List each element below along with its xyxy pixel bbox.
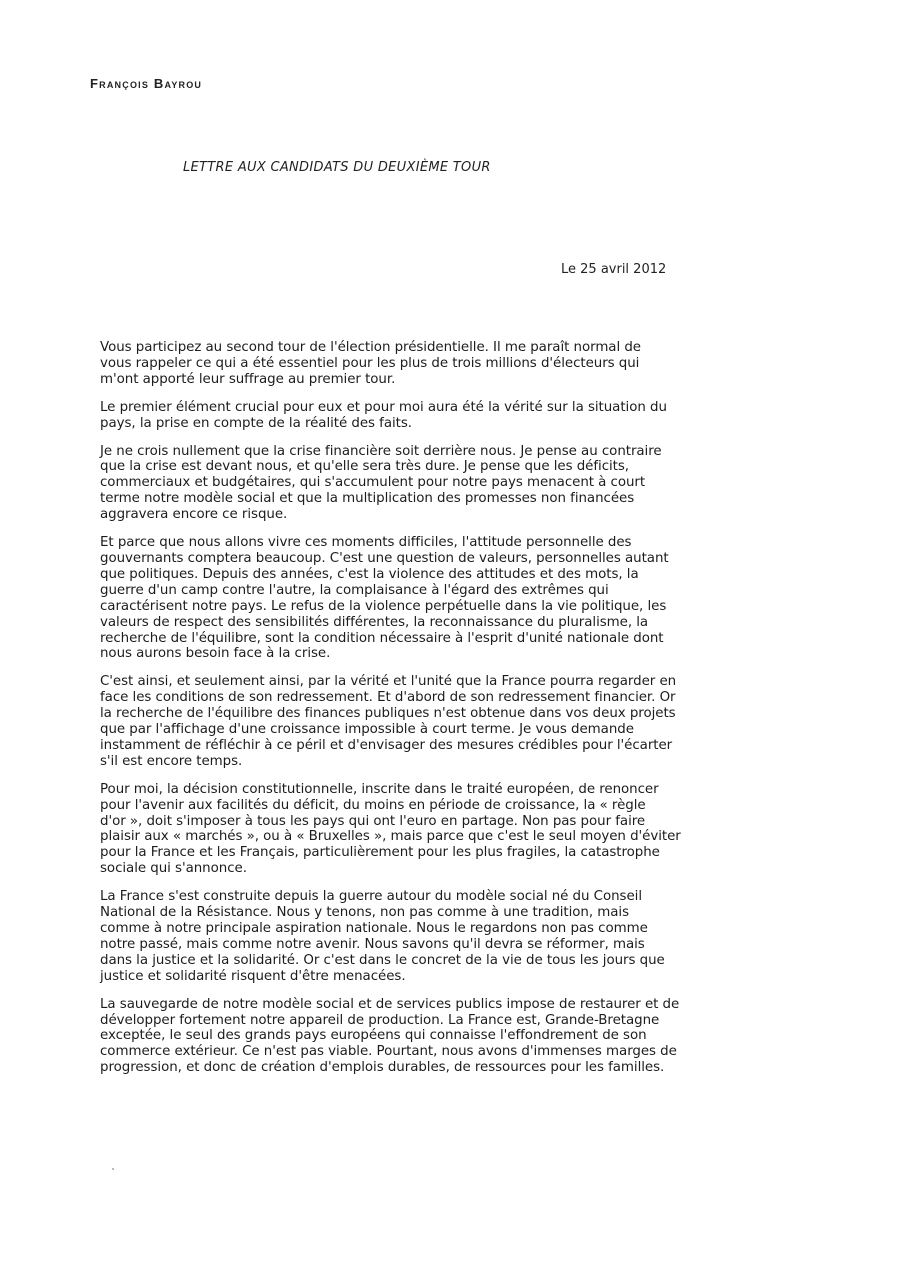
paragraph-2: Le premier élément crucial pour eux et pour moi aura été la vérité sur la situation du pays, la prise en compte de la réalité des faits.	[100, 399, 667, 431]
letter-body	[100, 340, 740, 1088]
paragraph-8: La sauvegarde de notre modèle social et de services publics impose de restaurer et de développer fortement notre appareil de production. La France est, Grande-Bretagne exceptée, le seul des grands pays européens qui connaisse l'effondrement de son commerce extérieur. Ce n'est pas viable. Pourtant, nous avons d'immenses marges de progression, et donc de création d'emplois durables, de ressources pour les familles.	[100, 996, 680, 1076]
paragraph-6: Pour moi, la décision constitutionnelle, inscrite dans le traité européen, de renoncer pour l'avenir aux facilités du déficit, du moins en période de croissance, la « règle d'or », doit s'imposer à tous les pays qui ont l'euro en partage. Non pas pour faire plaisir aux « marchés », ou à « Bruxelles », mais parce que c'est le seul moyen d'éviter pour la France et les Français, particulièrement pour les plus fragiles, la catastrophe sociale qui s'annonce.	[100, 781, 681, 877]
paragraph-3: Je ne crois nullement que la crise financière soit derrière nous. Je pense au contraire que la crise est devant nous, et qu'elle sera très dure. Je pense que les déficits, commerciaux et budgétaires, qui s'accumulent pour notre pays menacent à court terme notre modèle social et que la multiplication des promesses non financées aggravera encore ce risque.	[100, 443, 662, 523]
paragraph-5: C'est ainsi, et seulement ainsi, par la vérité et l'unité que la France pourra regarder en face les conditions de son redressement. Et d'abord de son redressement financier. Or la recherche de l'équilibre des finances publiques n'est obtenue dans vos deux projets que par l'affichage d'une croissance impossible à court terme. Je vous demande instamment de réfléchir à ce péril et d'envisager des mesures crédibles pour l'écarter s'il est encore temps.	[100, 674, 677, 769]
paragraph-7: La France s'est construite depuis la guerre autour du modèle social né du Conseil National de la Résistance. Nous y tenons, non pas comme à une tradition, mais comme à notre principale aspiration nationale. Nous le regardons non pas comme notre passé, mais comme notre avenir. Nous savons qu'il devra se réformer, mais dans la justice et la solidarité. Or c'est dans le concret de la vie de tous les jours que justice et solidarité risquent d'être menacées.	[100, 889, 665, 984]
paragraph-1: Vous participez au second tour de l'élection présidentielle. Il me paraît normal de vous rappeler ce qui a été essentiel pour les plus de trois millions d'électeurs qui m'ont apporté leur suffrage au premier tour.	[100, 340, 641, 387]
author-name: François Bayrou	[90, 76, 203, 91]
paragraph-4: Et parce que nous allons vivre ces moments difficiles, l'attitude personnelle des gouvernants comptera beaucoup. C'est une question de valeurs, personnelles autant que politiques. Depuis des années, c'est la violence des attitudes et des mots, la guerre d'un camp contre l'autre, la complaisance à l'égard des extrêmes qui caractérisent notre pays. Le refus de la violence perpétuelle dans la vie politique, les valeurs de respect des sensibilités différentes, la reconnaissance du pluralisme, la recherche de l'équilibre, sont la condition nécessaire à l'esprit d'unité nationale dont nous aurons besoin face à la crise.	[100, 535, 669, 662]
scan-speck	[112, 1168, 114, 1170]
letter-title: LETTRE AUX CANDIDATS DU DEUXIÈME TOUR	[183, 160, 491, 175]
letter-date: Le 25 avril 2012	[561, 262, 667, 277]
